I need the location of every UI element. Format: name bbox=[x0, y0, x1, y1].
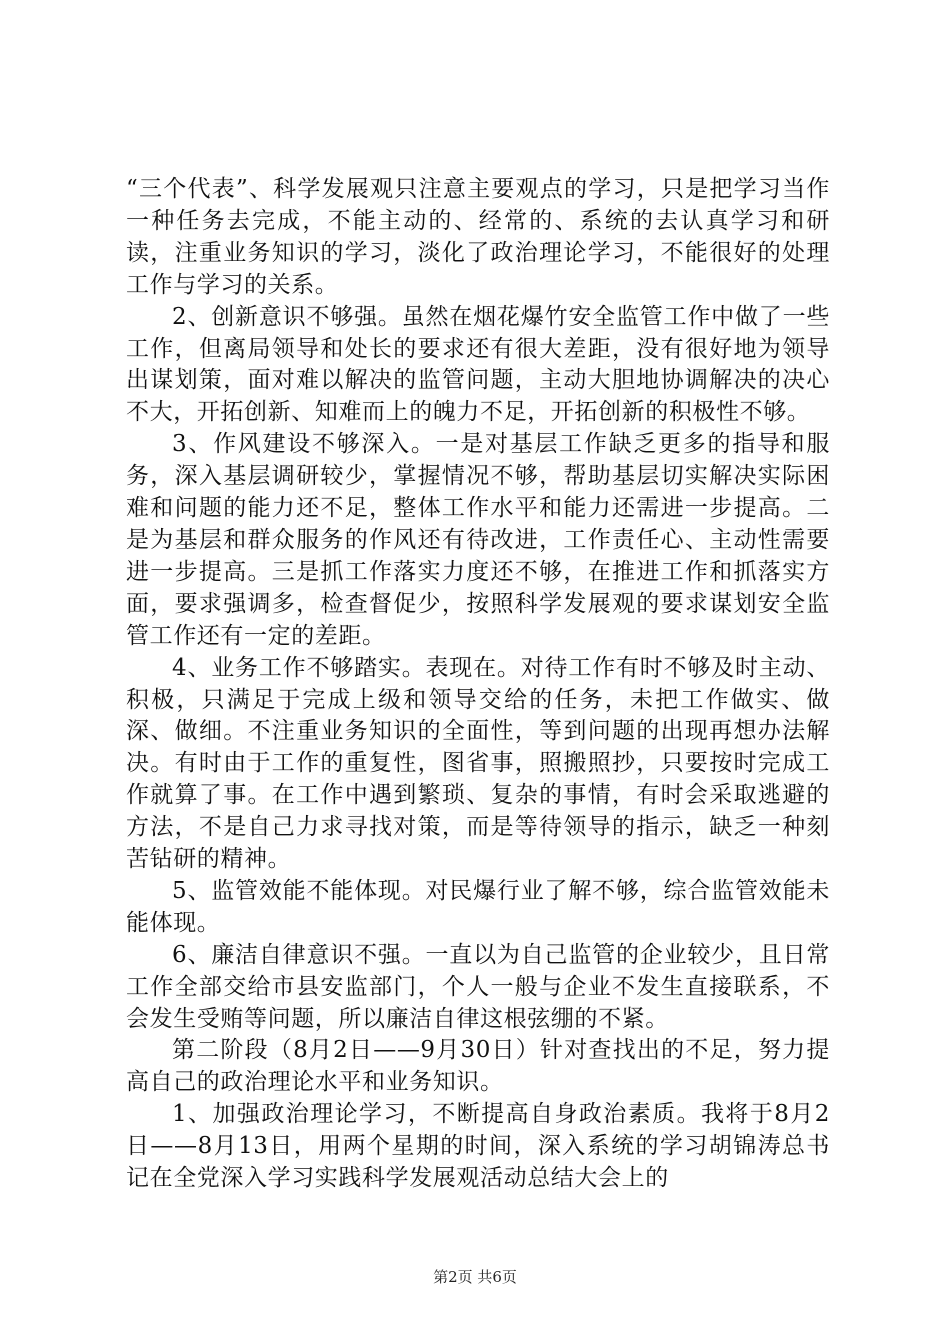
paragraph-1: “三个代表”、科学发展观只注意主要观点的学习，只是把学习当作一种任务去完成，不能主动的、经常的、系统的去认真学习和研读，注重业务知识的学习，淡化了政治理论学习，不能很好的处理工作与学习的关系。 bbox=[126, 176, 830, 298]
paragraph-4: 4、业务工作不够踏实。表现在。对待工作有时不够及时主动、积极，只满足于完成上级和领导交给的任务，未把工作做实、做深、做细。不注重业务知识的全面性，等到问题的出现再想办法解决。有时由于工作的重复性，图省事，照搬照抄，只要按时完成工作就算了事。在工作中遇到繁琐、复杂的事情，有时会采取逃避的方法，不是自己力求寻找对策，而是等待领导的指示，缺乏一种刻苦钻研的精神。 bbox=[126, 654, 830, 873]
paragraph-8: 1、加强政治理论学习，不断提高自身政治素质。我将于8月2日——8月13日，用两个星期的时间，深入系统的学习胡锦涛总书记在全党深入学习实践科学发展观活动总结大会上的 bbox=[126, 1101, 830, 1192]
paragraph-7: 第二阶段（8月2日——9月30日）针对查找出的不足，努力提高自己的政治理论水平和业务知识。 bbox=[126, 1037, 830, 1096]
document-body bbox=[126, 174, 830, 1195]
paragraph-3: 3、作风建设不够深入。一是对基层工作缺乏更多的指导和服务，深入基层调研较少，掌握情况不够，帮助基层切实解决实际困难和问题的能力还不足，整体工作水平和能力还需进一步提高。二是为基层和群众服务的作风还有待改进，工作责任心、主动性需要进一步提高。三是抓工作落实力度还不够，在推进工作和抓落实方面，要求强调多，检查督促少，按照科学发展观的要求谋划安全监管工作还有一定的差距。 bbox=[126, 431, 830, 649]
page-number-footer: 第2页 共6页 bbox=[433, 1268, 517, 1286]
paragraph-5: 5、监管效能不能体现。对民爆行业了解不够，综合监管效能未能体现。 bbox=[126, 877, 830, 936]
paragraph-6: 6、廉洁自律意识不强。一直以为自己监管的企业较少，且日常工作全部交给市县安监部门，个人一般与企业不发生直接联系，不会发生受贿等问题，所以廉洁自律这根弦绷的不紧。 bbox=[126, 941, 830, 1032]
paragraph-2: 2、创新意识不够强。虽然在烟花爆竹安全监管工作中做了一些工作，但离局领导和处长的要求还有很大差距，没有很好地为领导出谋划策，面对难以解决的监管问题，主动大胆地协调解决的决心不大，开拓创新、知难而上的魄力不足，开拓创新的积极性不够。 bbox=[126, 303, 830, 426]
